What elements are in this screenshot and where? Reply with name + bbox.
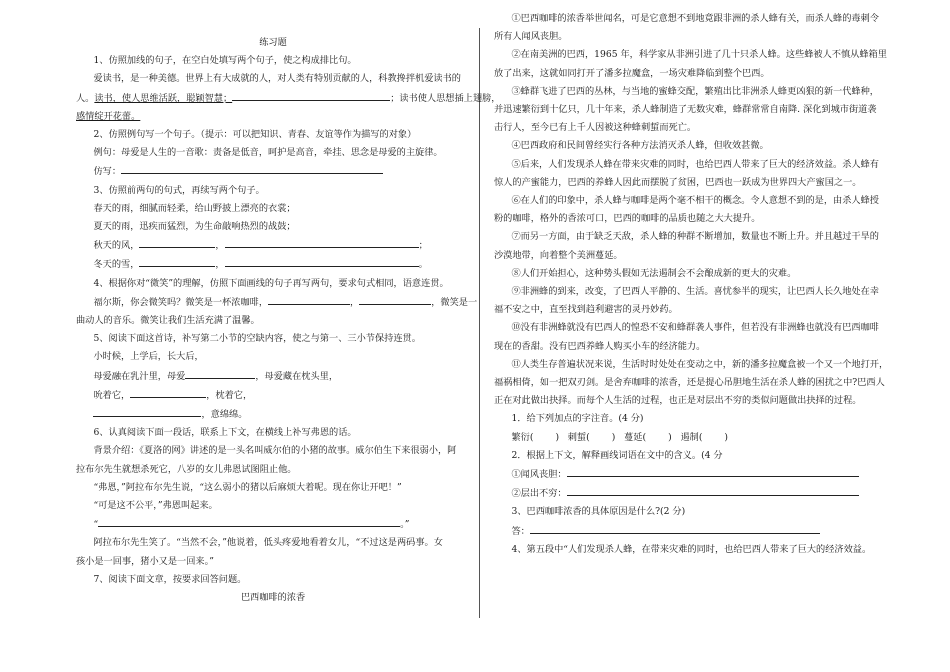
q1-blank[interactable]: [232, 89, 390, 101]
q4-line2: 曲动人的音乐。微笑让我们生活充满了温馨。: [76, 315, 260, 327]
question-2-b-blank[interactable]: [567, 484, 859, 496]
question-3: 3、巴西咖啡浓香的具体原因是什么?(2 分): [511, 506, 686, 518]
q1-stem: 1、仿照加线的句子，在空白处填写两个句子，使之构成排比句。: [93, 55, 357, 67]
q6-stem: 6、认真阅读下面一段话，联系上下文，在横线上补写弗恩的话。: [93, 427, 357, 439]
q1-line2-start: 人。: [76, 92, 95, 104]
q4-blank-1[interactable]: [268, 293, 350, 305]
q5-blank-2[interactable]: [130, 386, 206, 398]
paragraph-9b: 福不安之中，直至找到趋利避害的灵丹妙药。: [494, 304, 678, 316]
q6-dialog-3: [76, 515, 470, 534]
q5-line4: [76, 405, 470, 424]
q3-line3: 秋天的风， ， ；: [76, 236, 470, 255]
paragraph-10b: 现在的香甜。没有巴西养蜂人购买小车的经济能力。: [494, 340, 706, 352]
question-2-a: [494, 465, 890, 484]
q5-line3: [76, 386, 470, 405]
paragraph-10a: ⑩没有非洲蜂就没有巴西人的惶恐不安和蜂群袭人事件，但若没有非洲蜂也就没有巴西咖啡: [511, 322, 879, 334]
q1-line1: 爱读书，是一种美德。世界上有大成就的人，对人类有特别贡献的人，科教搀拌机爱读书的: [93, 73, 461, 85]
question-1: 1．给下列加点的字注音。(4 分): [511, 413, 644, 425]
paragraph-5a: ⑤后来，人们发现杀人蜂在带来灾难的同时，也给巴西人带来了巨大的经济效益。杀人蜂有: [511, 158, 879, 170]
question-3-answer-label: 答：: [511, 525, 530, 537]
question-2-b: [494, 484, 890, 503]
q3-line4: 冬天的雪， ， 。: [76, 255, 470, 274]
paragraph-2b: 放了出来，这就如同打开了潘多拉魔盒，一场灾难降临到整个巴西。: [494, 67, 770, 79]
paragraph-3a: ③蜂群飞进了巴西的丛林，与当地的蜜蜂交配，繁殖出比非洲杀人蜂更凶狠的新一代蜂种，: [511, 85, 879, 97]
q6-dialog-2: “可是这不公平，”弗恩叫起来。: [93, 500, 218, 512]
paragraph-6a: ⑥在人们的印象中，杀人蜂与咖啡是两个毫不相干的概念。令人意想不到的是，由杀人蜂授: [511, 195, 879, 207]
q1-line2-end: ；读书使人思想插上翅膀，: [390, 92, 501, 104]
q6-blank[interactable]: [98, 515, 400, 527]
q7-stem: 7、阅读下面文章，按要求回答问题。: [93, 573, 247, 585]
paragraph-3c: 击行人，至今已有上千人因被这种蜂刺蜇而死亡。: [494, 122, 697, 134]
question-3-answer: [494, 522, 890, 541]
pinyin-item-1: 繁衍( ): [511, 432, 559, 443]
q3-autumn-blank-2[interactable]: [225, 236, 419, 248]
q6-background-1: 背景介绍：《夏洛的网》讲述的是一头名叫威尔伯的小猪的故事。威尔伯生下来很弱小，阿: [93, 445, 457, 457]
essay-title: 巴西咖啡的浓香: [240, 592, 306, 604]
q4-blank-2[interactable]: [359, 293, 431, 305]
paragraph-2a: ②在南美洲的巴西，1965 年，科学家从非洲引进了几十只杀人蜂。这些蜂被人不慎从蜂箱里: [511, 49, 887, 61]
q5-line4b: ，意绵绵。: [201, 409, 248, 421]
question-2-a-blank[interactable]: [567, 465, 859, 477]
paragraph-3b: 并迅速繁衍到十亿只，几十年来，杀人蜂制造了无数灾难，蜂群常常自南降. 深化到城市街道袭: [494, 104, 877, 116]
question-2-a-label: ①闻风丧胆：: [511, 469, 567, 481]
paragraph-11a: ⑪人类生存普遍状况来说，生活时时处处在变动之中，新的潘多拉魔盒被一个又一个地打开，: [511, 358, 889, 370]
q3-winter-blank-2[interactable]: [225, 255, 419, 267]
q3-winter-label: 冬天的雪，: [93, 259, 140, 271]
right-column: [494, 10, 890, 559]
pinyin-item-3: 蔓延( ): [624, 432, 672, 443]
paragraph-8: ⑧人们开始担心，这种势头假如无法遏制会不会酿成新的更大的灾难。: [511, 267, 797, 279]
paragraph-7b: 沙漠地带，向着整个美洲蔓延。: [494, 249, 623, 261]
q4-line1-end: ，微笑是一: [431, 296, 478, 308]
question-2-b-label: ②层出不穷：: [511, 488, 567, 500]
q5-stem: 5、阅读下面这首诗，补写第二小节的空缺内容，使之与第一、三小节保持连贯。: [93, 333, 421, 345]
q5-line2b: ，母爱藏在枕头里，: [255, 370, 339, 382]
q2-blank[interactable]: [121, 162, 383, 174]
q3-line1: 春天的雨，细腻而轻柔，给山野披上漂亮的衣裳；: [93, 202, 296, 214]
paragraph-11c: 正在对此做出抉择。而每个人生活的过程，也正是对层出不穷的类似问题做出抉择的过程。: [494, 395, 862, 407]
q6-quote-open: “: [93, 519, 99, 531]
q5-line3a: 吮着它，: [93, 389, 131, 401]
q3-autumn-blank-1[interactable]: [139, 236, 215, 248]
q6-background-2: 拉布尔先生就想杀死它，八岁的女儿弗恩试图阻止他。: [76, 463, 297, 475]
paragraph-6b: 粉的咖啡，格外的香浓可口，巴西的咖啡的品质也随之大大提升。: [494, 213, 761, 225]
q4-stem: 4、根据你对“微笑”的理解，仿照下面画线的句子再写两句，要求句式相同，语意连贯。: [93, 277, 449, 289]
q3-winter-blank-1[interactable]: [139, 255, 215, 267]
q5-line1: 小时候，上学后，长大后，: [93, 351, 204, 363]
q6-quote-close: 。”: [400, 519, 410, 531]
q2-stem: 2、仿照例句写一个句子。（提示：可以把知识、青春、友谊等作为描写的对象）: [93, 129, 417, 141]
paragraph-11b: 福祸相倚，如一把双刃剑。是舍弃咖啡的浓香，还是提心吊胆地生活在杀人蜂的困扰之中?巴西人: [494, 377, 885, 389]
q3-line2: 夏天的雨，迅疾而猛烈，为生命敲响热烈的战鼓；: [93, 221, 296, 233]
q4-line1-start: 福尔斯，你会微笑吗？微笑是一杯浓咖啡，: [93, 296, 269, 308]
q1-line3-underlined: 感情绽开花蕾。: [76, 110, 141, 122]
q2-write-label: 仿写：: [93, 166, 122, 178]
paragraph-1b: 所有人闻风丧胆。: [494, 31, 568, 43]
q6-dialog-1: “弗恩，”阿拉布尔先生说，“这么弱小的猪以后麻烦大着呢。现在你让开吧！”: [93, 481, 402, 493]
q3-autumn-label: 秋天的风，: [93, 240, 140, 252]
q5-blank-3[interactable]: [93, 405, 201, 417]
q2-write-line: [76, 162, 470, 181]
page-title: 练习题: [259, 37, 287, 48]
q5-blank-1[interactable]: [185, 367, 255, 379]
q6-dialog-5: 孩小是一回事，猪小又是一回来。”: [76, 555, 214, 567]
pinyin-blank-3[interactable]: [646, 429, 668, 440]
question-1-items: [494, 429, 890, 447]
question-4: 4、第五段中“人们发现杀人蜂，在带来灾难的同时，也给巴西人带来了巨大的经济效益。: [511, 543, 872, 555]
q5-line3b: ，枕着它，: [206, 389, 253, 401]
pinyin-blank-4[interactable]: [702, 429, 724, 440]
q1-underlined-sentence: 读书，使人思维活跃，聪颖智慧；: [94, 92, 233, 104]
pinyin-blank-1[interactable]: [533, 429, 555, 440]
pinyin-blank-2[interactable]: [590, 429, 612, 440]
paragraph-9a: ⑨非洲蜂的到来，改变，了巴西人平静的、生活。喜忧参半的现实，让巴西人长久地处在幸: [511, 286, 879, 298]
pinyin-item-4: 遏制( ): [680, 432, 728, 443]
question-3-blank[interactable]: [530, 522, 820, 534]
q5-line2a: 母爱融在乳汁里，母爱: [93, 370, 186, 382]
q1-line2: [76, 89, 501, 108]
q5-line2: [76, 367, 470, 386]
left-column: [76, 34, 501, 607]
question-2: 2．根据上下文，解释画线词语在文中的含义。(4 分: [511, 449, 723, 461]
column-divider: [479, 28, 480, 618]
paragraph-7a: ⑦而另一方面，由于缺乏天敌，杀人蜂的种群不断增加，数量也不断上升。并且越过干旱的: [511, 231, 879, 243]
q2-example: 例句：母爱是人生的一音歌：责备是低音，呵护是高音，牵挂、思念是母爱的主旋律。: [93, 147, 443, 159]
q4-line1: 福尔斯，你会微笑吗？微笑是一杯浓咖啡， ， ，微笑是一: [76, 293, 470, 312]
pinyin-item-2: 刺蜇( ): [568, 432, 616, 443]
paragraph-5b: 惊人的产蜜能力，巴西的养蜂人因此而摆脱了贫困，巴西也一跃成为世界四大产蜜国之一。: [494, 176, 862, 188]
q6-dialog-4: 阿拉布尔先生笑了。“当然不会，”他说着，低头疼爱地看着女儿，“不过这是两码事。女: [93, 537, 443, 549]
paragraph-4: ④巴西政府和民间曾经实行各种方法消灭杀人蜂，但收效甚微。: [511, 140, 769, 152]
q3-stem: 3、仿照前两句的句式，再续写两个句子。: [93, 184, 265, 196]
paragraph-1a: ①巴西咖啡的浓香举世闻名，可是它意想不到地竟跟非洲的杀人蜂有关，而杀人蜂的毒刺令: [511, 13, 879, 24]
q1-line3: [76, 108, 470, 126]
